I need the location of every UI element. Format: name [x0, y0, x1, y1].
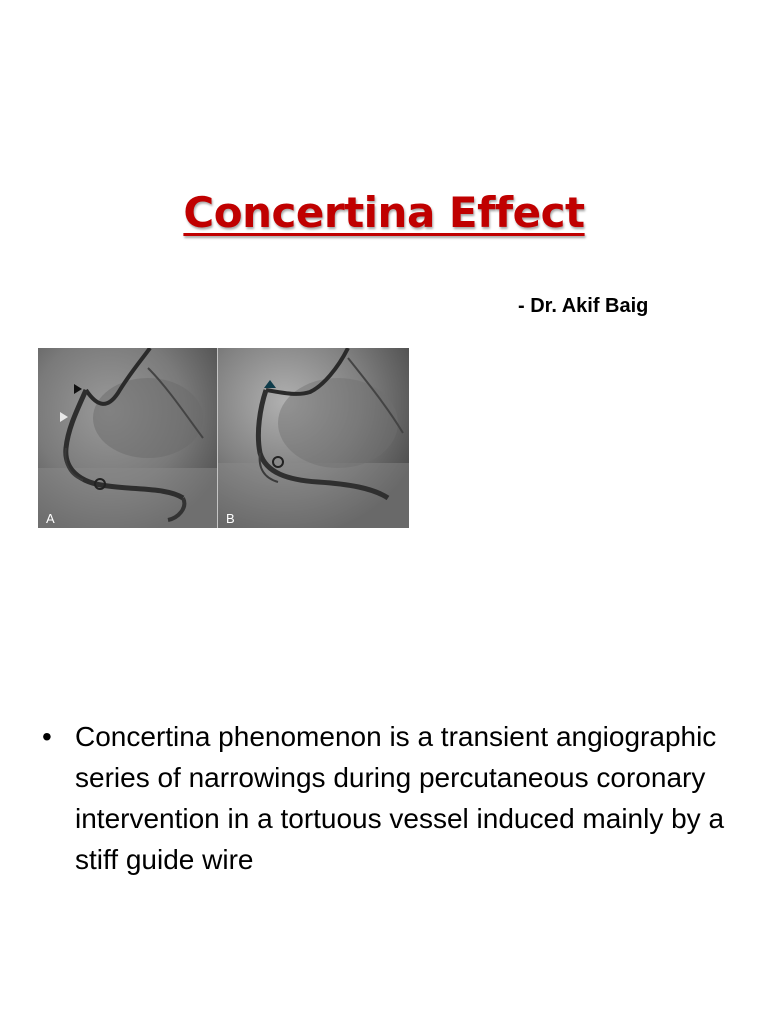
bullet-text: Concertina phenomenon is a transient angiographic series of narrowings during percutaneous coronary intervention in a tortuous vessel induced mainly by a stiff guide wire [75, 721, 725, 875]
slide-title: Concertina Effect [183, 188, 585, 237]
panel-a-label: A [46, 511, 55, 526]
bullet-list [42, 716, 732, 880]
bullet-item [42, 716, 732, 880]
angiogram-panel-b [218, 348, 409, 528]
angiogram-figure [38, 348, 409, 528]
bullet-symbol: • [42, 721, 52, 752]
author-credit: - Dr. Akif Baig [518, 295, 649, 317]
angiogram-panel-a [38, 348, 217, 528]
panel-b-label: B [226, 511, 235, 526]
